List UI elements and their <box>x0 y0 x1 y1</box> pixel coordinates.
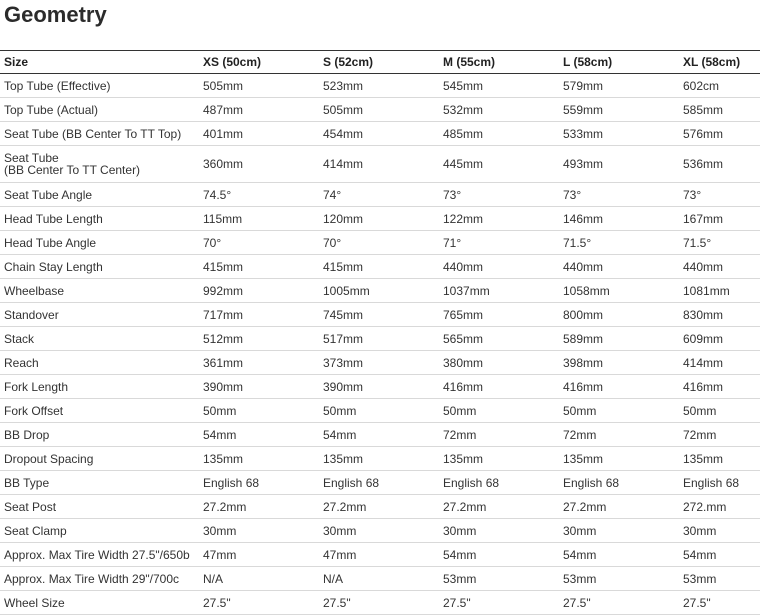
table-cell: 440mm <box>559 255 679 279</box>
table-row <box>0 351 760 375</box>
row-label: Fork Offset <box>0 399 199 423</box>
row-label: Standover <box>0 303 199 327</box>
column-header-l: L (58cm) <box>559 51 679 74</box>
table-cell: 717mm <box>199 303 319 327</box>
table-cell: 27.5" <box>439 591 559 615</box>
table-cell: 414mm <box>319 146 439 183</box>
table-cell: 745mm <box>319 303 439 327</box>
row-label: Seat Clamp <box>0 519 199 543</box>
table-cell: 559mm <box>559 98 679 122</box>
table-cell: 390mm <box>319 375 439 399</box>
table-cell: 585mm <box>679 98 760 122</box>
table-cell: 74° <box>319 183 439 207</box>
column-header-xs: XS (50cm) <box>199 51 319 74</box>
table-cell: 579mm <box>559 74 679 98</box>
page-title: Geometry <box>4 2 107 27</box>
table-cell: 54mm <box>199 423 319 447</box>
row-label: Stack <box>0 327 199 351</box>
table-row <box>0 122 760 146</box>
table-cell: 135mm <box>439 447 559 471</box>
table-cell: 415mm <box>199 255 319 279</box>
table-cell: 71.5° <box>559 231 679 255</box>
table-cell: 73° <box>439 183 559 207</box>
table-cell: English 68 <box>559 471 679 495</box>
table-cell: 50mm <box>319 399 439 423</box>
table-row <box>0 255 760 279</box>
table-row <box>0 279 760 303</box>
table-row <box>0 231 760 255</box>
geometry-table-body <box>0 74 760 615</box>
table-cell: 135mm <box>679 447 760 471</box>
table-cell: 401mm <box>199 122 319 146</box>
table-cell: 47mm <box>319 543 439 567</box>
table-cell: 1037mm <box>439 279 559 303</box>
table-cell: 565mm <box>439 327 559 351</box>
table-cell: 27.5" <box>559 591 679 615</box>
table-cell: 536mm <box>679 146 760 183</box>
table-cell: 576mm <box>679 122 760 146</box>
row-label: Fork Length <box>0 375 199 399</box>
table-cell: N/A <box>199 567 319 591</box>
table-cell: English 68 <box>319 471 439 495</box>
table-cell: 72mm <box>439 423 559 447</box>
table-cell: 53mm <box>439 567 559 591</box>
table-row <box>0 495 760 519</box>
table-row <box>0 471 760 495</box>
table-cell: 830mm <box>679 303 760 327</box>
table-cell: 71° <box>439 231 559 255</box>
table-row <box>0 567 760 591</box>
table-cell: English 68 <box>199 471 319 495</box>
table-cell: 487mm <box>199 98 319 122</box>
row-label: Seat Post <box>0 495 199 519</box>
table-cell: 54mm <box>319 423 439 447</box>
table-cell: 512mm <box>199 327 319 351</box>
table-cell: 440mm <box>679 255 760 279</box>
table-cell: 50mm <box>439 399 559 423</box>
table-row <box>0 327 760 351</box>
table-row <box>0 74 760 98</box>
table-row <box>0 375 760 399</box>
table-cell: 1005mm <box>319 279 439 303</box>
table-row <box>0 98 760 122</box>
table-cell: 360mm <box>199 146 319 183</box>
table-cell: 53mm <box>559 567 679 591</box>
column-header-xl: XL (58cm) <box>679 51 760 74</box>
row-label: BB Drop <box>0 423 199 447</box>
table-row <box>0 183 760 207</box>
table-row <box>0 447 760 471</box>
row-label: Approx. Max Tire Width 29"/700c <box>0 567 199 591</box>
row-label: Head Tube Angle <box>0 231 199 255</box>
table-cell: 54mm <box>679 543 760 567</box>
row-label: Reach <box>0 351 199 375</box>
geometry-table <box>0 50 760 615</box>
table-cell: 440mm <box>439 255 559 279</box>
table-row <box>0 303 760 327</box>
table-row <box>0 399 760 423</box>
table-cell: 27.2mm <box>199 495 319 519</box>
table-cell: 54mm <box>559 543 679 567</box>
table-cell: 485mm <box>439 122 559 146</box>
table-cell: 454mm <box>319 122 439 146</box>
table-cell: 1081mm <box>679 279 760 303</box>
row-label: Wheel Size <box>0 591 199 615</box>
table-row <box>0 519 760 543</box>
table-cell: 54mm <box>439 543 559 567</box>
table-cell: 74.5° <box>199 183 319 207</box>
table-cell: 27.5" <box>319 591 439 615</box>
table-cell: 115mm <box>199 207 319 231</box>
column-header-s: S (52cm) <box>319 51 439 74</box>
table-cell: 72mm <box>679 423 760 447</box>
table-cell: 30mm <box>199 519 319 543</box>
table-cell: 373mm <box>319 351 439 375</box>
table-cell: 398mm <box>559 351 679 375</box>
row-label: Chain Stay Length <box>0 255 199 279</box>
table-cell: 30mm <box>439 519 559 543</box>
table-row <box>0 207 760 231</box>
table-cell: 73° <box>679 183 760 207</box>
row-label: Top Tube (Effective) <box>0 74 199 98</box>
table-cell: 415mm <box>319 255 439 279</box>
table-cell: 30mm <box>679 519 760 543</box>
table-cell: 47mm <box>199 543 319 567</box>
table-cell: 167mm <box>679 207 760 231</box>
table-cell: 27.2mm <box>439 495 559 519</box>
table-cell: 135mm <box>199 447 319 471</box>
table-cell: 1058mm <box>559 279 679 303</box>
table-cell: 416mm <box>439 375 559 399</box>
table-cell: 416mm <box>679 375 760 399</box>
row-label: Seat Tube Angle <box>0 183 199 207</box>
row-label: Wheelbase <box>0 279 199 303</box>
table-cell: 72mm <box>559 423 679 447</box>
row-label: Seat Tube (BB Center To TT Center) <box>0 146 199 183</box>
header-row <box>0 51 760 74</box>
table-cell: 146mm <box>559 207 679 231</box>
table-cell: 30mm <box>559 519 679 543</box>
table-cell: 390mm <box>199 375 319 399</box>
table-row <box>0 591 760 615</box>
table-cell: 992mm <box>199 279 319 303</box>
row-label: Head Tube Length <box>0 207 199 231</box>
table-cell: 70° <box>199 231 319 255</box>
table-cell: 523mm <box>319 74 439 98</box>
table-cell: N/A <box>319 567 439 591</box>
row-label: Approx. Max Tire Width 27.5"/650b <box>0 543 199 567</box>
table-cell: 73° <box>559 183 679 207</box>
table-cell: 532mm <box>439 98 559 122</box>
table-cell: English 68 <box>439 471 559 495</box>
table-cell: 50mm <box>679 399 760 423</box>
table-cell: 602cm <box>679 74 760 98</box>
table-cell: 589mm <box>559 327 679 351</box>
table-cell: 380mm <box>439 351 559 375</box>
row-label: Top Tube (Actual) <box>0 98 199 122</box>
table-cell: 609mm <box>679 327 760 351</box>
table-cell: 30mm <box>319 519 439 543</box>
table-cell: 71.5° <box>679 231 760 255</box>
table-row <box>0 423 760 447</box>
table-cell: 545mm <box>439 74 559 98</box>
table-cell: 122mm <box>439 207 559 231</box>
table-cell: 135mm <box>559 447 679 471</box>
row-label: Seat Tube (BB Center To TT Top) <box>0 122 199 146</box>
table-cell: 416mm <box>559 375 679 399</box>
table-cell: 272.mm <box>679 495 760 519</box>
table-cell: English 68 <box>679 471 760 495</box>
table-cell: 517mm <box>319 327 439 351</box>
table-cell: 414mm <box>679 351 760 375</box>
table-cell: 27.2mm <box>559 495 679 519</box>
table-cell: 70° <box>319 231 439 255</box>
table-cell: 493mm <box>559 146 679 183</box>
row-label: Dropout Spacing <box>0 447 199 471</box>
table-cell: 445mm <box>439 146 559 183</box>
table-row <box>0 543 760 567</box>
table-row <box>0 146 760 183</box>
table-cell: 361mm <box>199 351 319 375</box>
table-cell: 27.2mm <box>319 495 439 519</box>
table-cell: 533mm <box>559 122 679 146</box>
table-cell: 505mm <box>199 74 319 98</box>
table-cell: 27.5" <box>679 591 760 615</box>
table-cell: 50mm <box>559 399 679 423</box>
table-cell: 120mm <box>319 207 439 231</box>
table-cell: 505mm <box>319 98 439 122</box>
table-cell: 27.5" <box>199 591 319 615</box>
row-label: BB Type <box>0 471 199 495</box>
table-cell: 53mm <box>679 567 760 591</box>
table-cell: 765mm <box>439 303 559 327</box>
column-header-size: Size <box>0 51 199 74</box>
column-header-m: M (55cm) <box>439 51 559 74</box>
table-cell: 50mm <box>199 399 319 423</box>
table-cell: 135mm <box>319 447 439 471</box>
table-cell: 800mm <box>559 303 679 327</box>
